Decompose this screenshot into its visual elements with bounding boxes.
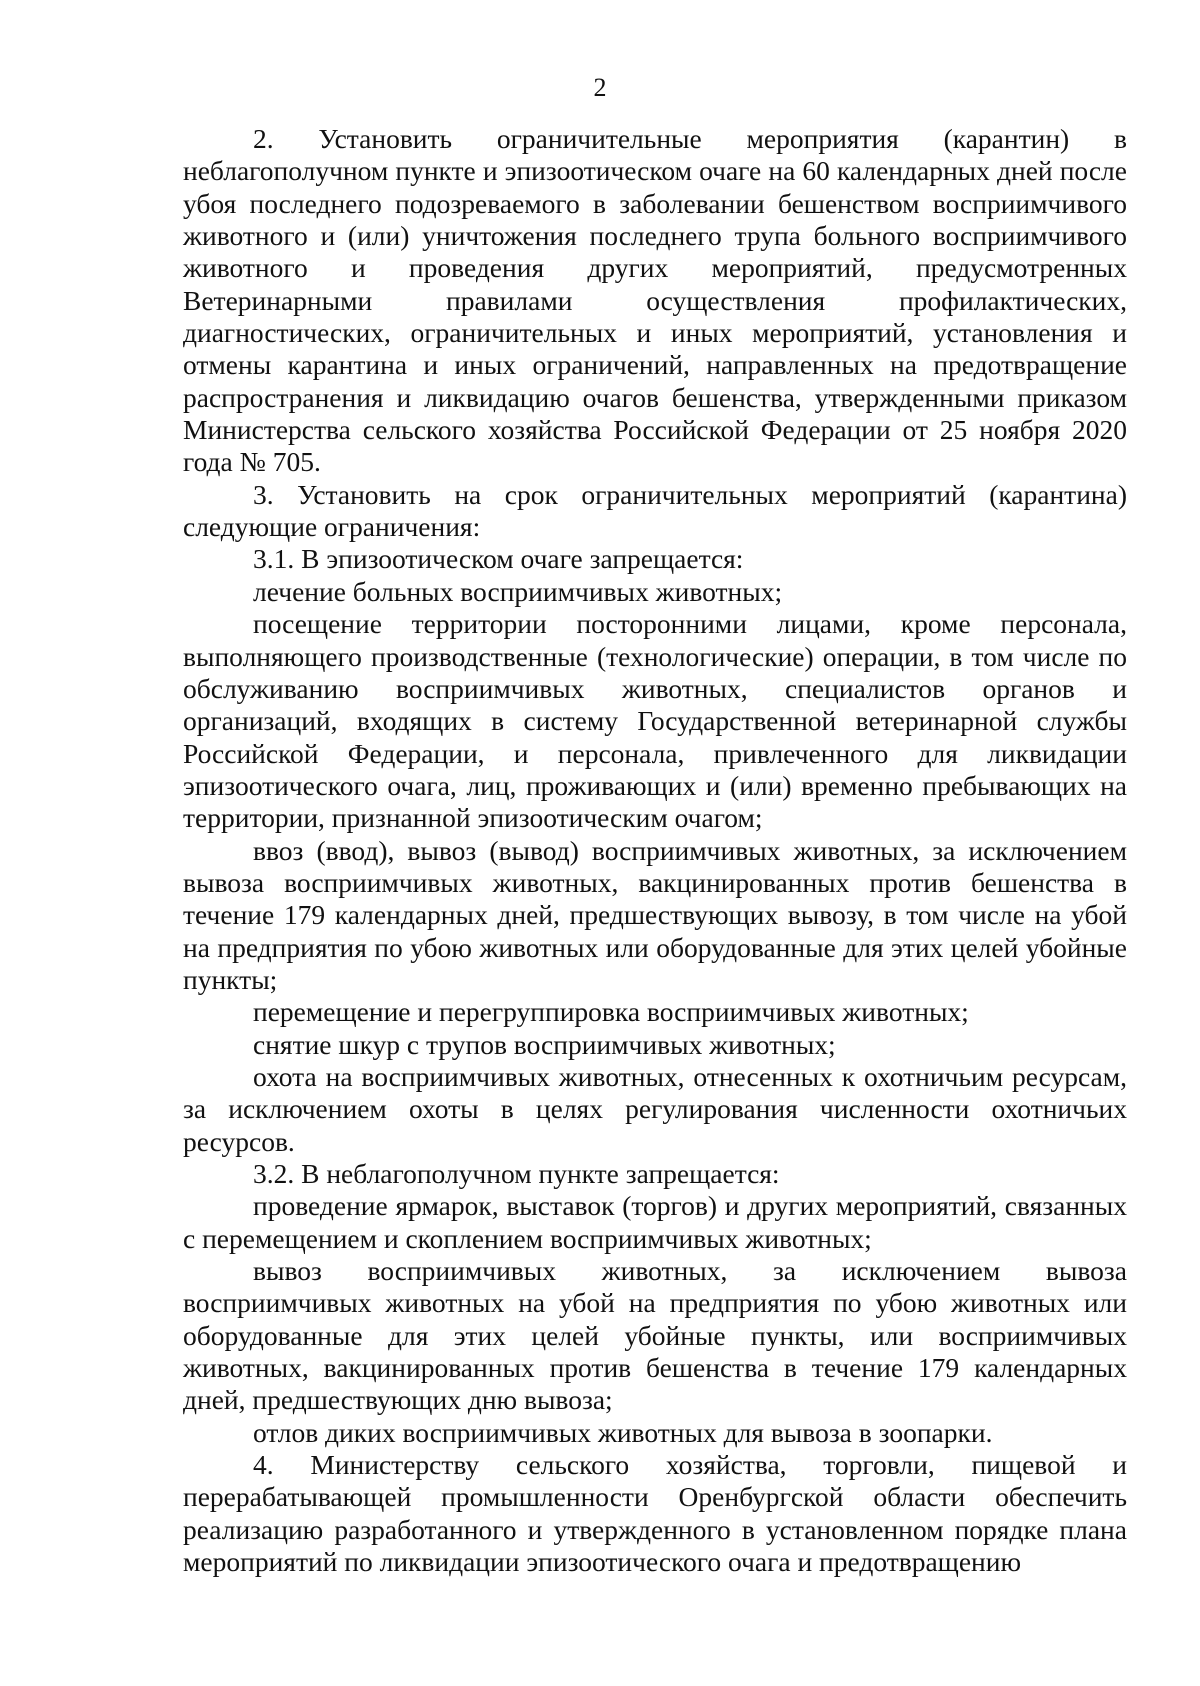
paragraph-item-2: 2. Установить ограничительные мероприятия (карантин) в неблагополучном пункте и эпизоотическом очаге на 60 календарных дней после убоя последнего подозреваемого в заболевании бешенством восприимчивого животного и (или) уничтожения последнего трупа больного восприимчивого животного и проведения других мероприятий, предусмотренных Ветеринарными правилами осуществления профилактических, диагностических, ограничительных и иных мероприятий, установления и отмены карантина и иных ограничений, направленных на предотвращение распространения и ликвидацию очагов бешенства, утвержденными приказом Министерства сельского хозяйства Российской Федерации от 25 ноября 2020 года № 705. xyxy=(183,123,1127,478)
restriction-item: отлов диких восприимчивых животных для вывоза в зоопарки. xyxy=(253,1416,993,1448)
paragraph-item-3: 3. Установить на срок ограничительных мероприятий (карантина) следующие ограничения: xyxy=(183,478,1127,543)
subheading-3-1: 3.1. В эпизоотическом очаге запрещается: xyxy=(253,543,744,575)
restriction-item: снятие шкур с трупов восприимчивых животных; xyxy=(253,1028,836,1060)
restriction-item: вывоз восприимчивых животных, за исключением вывоза восприимчивых животных на убой на предприятия по убою животных или оборудованные для этих целей убойные пункты, или восприимчивых животных, вакцинированных против бешенства в течение 179 календарных дней, предшествующих дню вывоза; xyxy=(183,1255,1127,1416)
document-body xyxy=(183,123,1127,1578)
paragraph-item-4: 4. Министерству сельского хозяйства, торговли, пищевой и перерабатывающей промышленности Оренбургской области обеспечить реализацию разработанного и утвержденного в установленном порядке плана мероприятий по ликвидации эпизоотического очага и предотвращению xyxy=(183,1449,1127,1578)
restriction-item: проведение ярмарок, выставок (торгов) и других мероприятий, связанных с перемещением и скоплением восприимчивых животных; xyxy=(183,1190,1127,1254)
subheading-3-2: 3.2. В неблагополучном пункте запрещается: xyxy=(253,1158,780,1189)
page-number: 2 xyxy=(593,73,607,102)
restriction-item: посещение территории посторонними лицами, кроме персонала, выполняющего производственные (технологические) операции, в том числе по обслуживанию восприимчивых животных, специалистов органов и организаций, входящих в систему Государственной ветеринарной службы Российской Федерации, и персонала, привлеченного для ликвидации эпизоотического очага, лиц, проживающих и (или) временно пребывающих на территории, признанной эпизоотическим очагом; xyxy=(183,608,1127,834)
restriction-item: лечение больных восприимчивых животных; xyxy=(253,575,783,607)
restriction-item: охота на восприимчивых животных, отнесенных к охотничьим ресурсам, за исключением охоты в целях регулирования численности охотничьих ресурсов. xyxy=(183,1060,1127,1157)
restriction-item: перемещение и перегруппировка восприимчивых животных; xyxy=(253,996,969,1028)
restriction-item: ввоз (ввод), вывоз (вывод) восприимчивых животных, за исключением вывоза восприимчивых животных, вакцинированных против бешенства в течение 179 календарных дней, предшествующих вывозу, в том числе на убой на предприятия по убою животных или оборудованные для этих целей убойные пункты; xyxy=(183,834,1127,995)
